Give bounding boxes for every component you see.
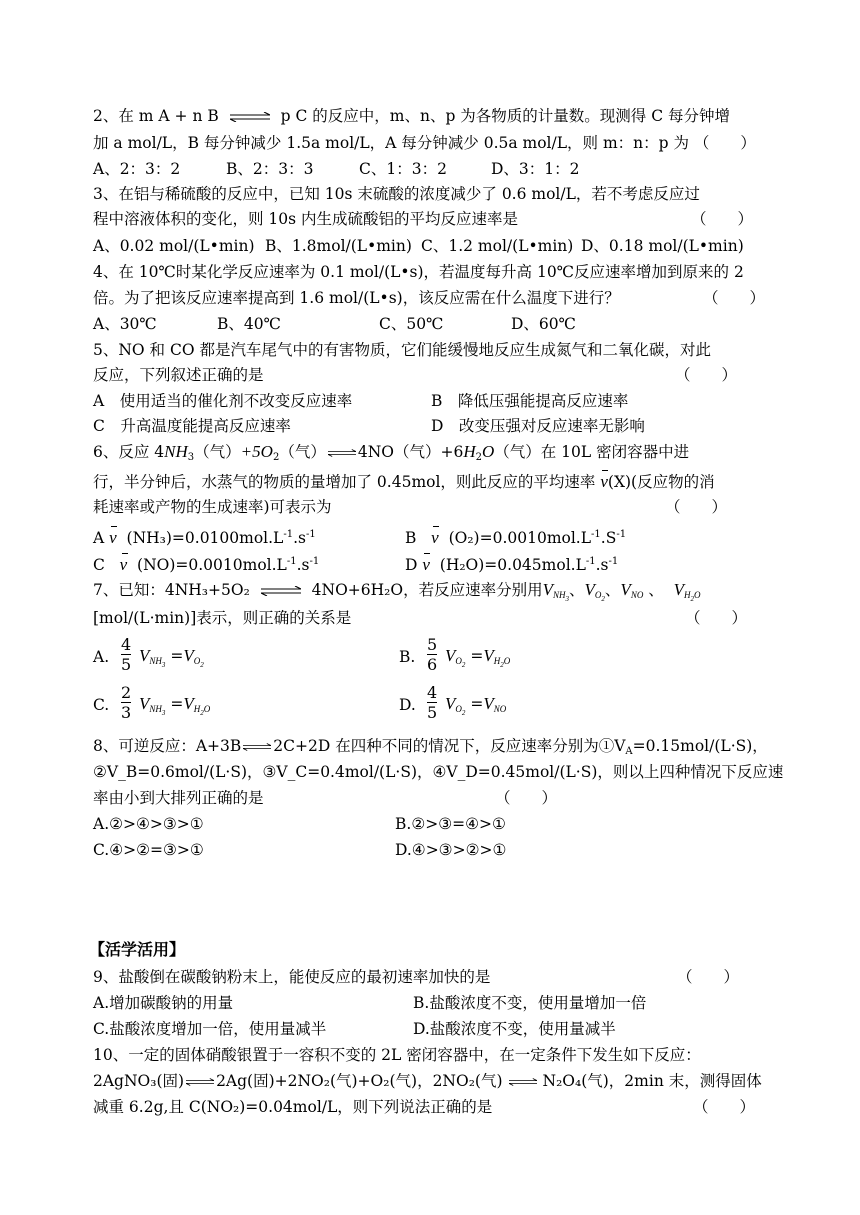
coef-5: +5 xyxy=(240,442,261,461)
q10-line3 xyxy=(93,1097,756,1117)
q2-line1 xyxy=(93,106,730,126)
q9-text: 9、盐酸倒在碳酸钠粉末上，能使反应的最初速率加快的是 xyxy=(93,968,491,986)
q7-line2 xyxy=(93,608,748,628)
option-b: B v $(O_2)=0.0010mol.L^{-1}.S^{-1}$ xyxy=(405,528,627,547)
equilibrium-arrow-icon xyxy=(509,1077,537,1087)
unit-exp: -1 xyxy=(283,529,294,540)
q2-text: p C 的反应中，m、n、p 为各物质的计量数。现测得 C 每分钟增 xyxy=(280,107,731,125)
q6-text: 耗速率或产物的生成速率)可表示为 xyxy=(93,498,332,516)
rate-v: V xyxy=(139,646,150,665)
option-a: A v $(NH_3)=0.0100mol.L^{-1}.s^{-1}$ xyxy=(93,528,316,547)
unit-s: .S xyxy=(600,529,617,547)
unit-exp: -1 xyxy=(309,556,320,567)
q10-text: 2Ag(固)+2NO₂(气)+O₂(气)，2NO₂(气) xyxy=(216,1072,503,1090)
option-a: A.②>④>③>① xyxy=(93,815,204,833)
option-a: A、2：3：2 xyxy=(93,160,181,178)
fraction: $\frac{5}{6}$ xyxy=(427,635,438,674)
rate-v: V xyxy=(673,580,684,599)
unit-s: .s xyxy=(296,556,310,574)
option-b: B 降低压强能提高反应速率 xyxy=(431,392,629,410)
q5-line1: 5、NO 和 CO 都是汽车尾气中的有害物质，它们能缓慢地反应生成氮气和二氧化碳，对此 xyxy=(93,341,711,359)
rate-symbol: v xyxy=(600,472,608,491)
rate-v: V xyxy=(183,646,194,665)
option-d-expr: $V_{O_2} =V_{NO}$ xyxy=(445,694,507,717)
option-d: D、0.18 mol/(L•min) xyxy=(581,237,744,255)
answer-paren: （ ） xyxy=(675,366,738,384)
option-d: D.④>③>②>① xyxy=(395,841,507,859)
unit-exp: -1 xyxy=(608,556,619,567)
unit-exp: -1 xyxy=(591,529,601,540)
q2-text: 2、在 m A + n B xyxy=(93,107,219,125)
q8-text: =0.15mol/(L·S)， xyxy=(632,737,768,755)
answer-paren: （ ） xyxy=(685,609,748,627)
equilibrium-arrow-icon xyxy=(243,742,271,752)
rate-symbol: v xyxy=(109,528,117,547)
q6-line3 xyxy=(93,497,728,517)
option-a-expr: $V_{NH_3} =V_{O_2}$ xyxy=(139,646,204,669)
q4-line2 xyxy=(93,288,766,308)
rate-v: V xyxy=(445,646,456,665)
option-a: A、30℃ xyxy=(93,315,157,333)
option-c: C、1：3：2 xyxy=(359,160,447,178)
q10-text: N₂O₄(气)，2min 末，测得固体 xyxy=(542,1072,762,1090)
q6-text: 6、反应 4 xyxy=(93,443,165,461)
option-b: B.②>③=④>① xyxy=(395,815,506,833)
q7-text: [mol/(L·min)]表示，则正确的关系是 xyxy=(93,609,352,627)
answer-paren: （ ） xyxy=(703,289,766,307)
option-c: C 升高温度能提高反应速率 xyxy=(93,417,291,435)
answer-paren: （ ） xyxy=(693,1098,756,1116)
unit-exp: -1 xyxy=(306,529,316,540)
option-d: D v $(H_2O)=0.045mol.L^{-1}.s^{-1}$ xyxy=(405,555,619,574)
option-a-text: (NH₃)=0.0100mol.L xyxy=(126,529,284,547)
answer-paren: （ ） xyxy=(677,968,740,986)
option-c-expr: $V_{NH_3} =V_{H_2O}$ xyxy=(139,694,211,717)
unit-s: .s xyxy=(595,556,609,574)
section-title: 【活学活用】 xyxy=(89,940,186,959)
equilibrium-arrow-icon xyxy=(230,112,270,122)
unit-exp: -1 xyxy=(616,529,627,540)
q4-line1: 4、在 10℃时某化学反应速率为 0.1 mol/(L•s)，若温度每升高 10℃反应速率增加到原来的 2 xyxy=(93,263,744,281)
q10-text: 减重 6.2g,且 C(NO₂)=0.04mol/L，则下列说法正确的是 xyxy=(93,1098,493,1116)
rate-symbol: v xyxy=(431,528,439,547)
q9-line1 xyxy=(93,967,740,987)
fraction: $\frac{2}{3}$ xyxy=(121,683,132,722)
option-b: B、2：3：3 xyxy=(226,160,314,178)
q10-line1: 10、一定的固体硝酸银置于一容积不变的 2L 密闭容器中，在一定条件下发生如下反应： xyxy=(93,1046,701,1064)
option-b-text: (O₂)=0.0010mol.L xyxy=(448,529,592,547)
unit-exp: -1 xyxy=(585,556,596,567)
option-c: C、50℃ xyxy=(379,315,444,333)
q6-text: (X)(反应物的消 xyxy=(607,473,715,491)
q8-text: 率由小到大排列正确的是 xyxy=(93,789,264,807)
rate-v: V xyxy=(483,646,494,665)
option-d: D.盐酸浓度不变，使用量减半 xyxy=(413,1020,616,1038)
option-c-text: (NO)=0.0010mol.L xyxy=(137,556,287,574)
q8-text: 2C+2D 在四种不同的情况下，反应速率分别为①V xyxy=(273,737,626,755)
q6-text: 行，半分钟后，水蒸气的物质的量增加了 0.45mol，则此反应的平均速率 xyxy=(93,473,596,491)
equilibrium-arrow-icon xyxy=(328,448,356,458)
option-d: D、60℃ xyxy=(511,315,576,333)
q10-line2 xyxy=(93,1071,762,1091)
q2-line2: 加 a mol/L，B 每分钟减少 1.5a mol/L，A 每分钟减少 0.5a mol/L，则 m：n：p 为 （ ） xyxy=(93,134,756,152)
formula-h2o: H xyxy=(463,442,476,461)
option-d: D、3：1：2 xyxy=(491,160,580,178)
q5-text: 反应，下列叙述正确的是 xyxy=(93,366,264,384)
q8-line1: 8、可逆反应：A+3B 2C+2D 在四种不同的情况下，反应速率分别为$①V_A=0.15mol/(L\cdot S)$， xyxy=(93,737,768,757)
option-d-text: (H₂O)=0.045mol.L xyxy=(439,556,586,574)
option-b: B、40℃ xyxy=(217,315,281,333)
equilibrium-arrow-icon xyxy=(261,586,301,596)
answer-paren: （ ） xyxy=(691,210,754,228)
q8-text: 8、可逆反应：A+3B xyxy=(93,737,242,755)
q4-text: 倍。为了把该反应速率提高到 1.6 mol/(L•s)，该反应需在什么温度下进行？ xyxy=(93,289,620,307)
option-c: C、1.2 mol/(L•min) xyxy=(421,237,574,255)
rate-symbol: v xyxy=(119,555,128,574)
q3-line1: 3、在铝与稀硫酸的反应中，已知 10s 末硫酸的浓度减少了 0.6 mol/L，若不考虑反应过 xyxy=(93,185,700,203)
rate-v: V xyxy=(483,694,494,713)
q7-line1: 7、已知：4NH₃+5O₂ 4NO+6H₂O，若反应速率分别用$V_{NH_3}$、$V_{O_2}$、$V_{NO}$ 、 $V_{H_2O}$ xyxy=(93,580,701,603)
formula-nh3: NH xyxy=(164,442,188,461)
rate-v: V xyxy=(139,694,150,713)
option-d-label: D. xyxy=(399,696,416,714)
equilibrium-arrow-icon xyxy=(186,1077,214,1087)
option-c-label: C. xyxy=(93,696,110,714)
option-c: C.盐酸浓度增加一倍，使用量减半 xyxy=(93,1020,327,1038)
q3-line2 xyxy=(93,209,754,229)
option-b-expr: $V_{O_2} =V_{H_2O}$ xyxy=(445,646,511,669)
fraction: $\frac{4}{5}$ xyxy=(427,683,438,722)
answer-paren: （ ） xyxy=(495,789,558,807)
q8-line2: ②V_B=0.6mol/(L·S)，③V_C=0.4mol/(L·S)，④V_D=0.45mol/(L·S)，则以上四种情况下反应速 xyxy=(93,763,784,781)
q6-line1: 6、反应 $4NH_3$（气）$+5O_2$（气） 4NO（气）$+6H_2O$（气）在 10L 密闭容器中进 xyxy=(93,442,690,463)
rate-v: V xyxy=(584,580,595,599)
unit-exp: -1 xyxy=(286,556,297,567)
answer-paren: （ ） xyxy=(665,498,728,516)
option-a: A.增加碳酸钠的用量 xyxy=(93,994,234,1012)
q6-line2 xyxy=(93,472,715,492)
q10-text: 2AgNO₃(固) xyxy=(93,1072,185,1090)
q3-text: 程中溶液体积的变化，则 10s 内生成硫酸铝的平均反应速率是 xyxy=(93,210,519,228)
option-c: C v $(NO)=0.0010mol.L^{-1}.s^{-1}$ xyxy=(93,555,320,574)
q6-text: 4NO（气）+6 xyxy=(357,443,464,461)
rate-v: V xyxy=(542,580,553,599)
option-a-label: A. xyxy=(93,648,110,666)
unit-s: .s xyxy=(293,529,306,547)
fraction: $\frac{4}{5}$ xyxy=(121,635,132,674)
rate-symbol: v xyxy=(422,555,430,574)
option-c: C.④>②=③>① xyxy=(93,841,204,859)
option-b: B.盐酸浓度不变，使用量增加一倍 xyxy=(413,994,647,1012)
option-d: D 改变压强对反应速率无影响 xyxy=(431,417,645,435)
formula-h2o-o: O xyxy=(481,442,495,461)
state-gas: （气） xyxy=(194,443,241,461)
q7-text: 7、已知：4NH₃+5O₂ xyxy=(93,581,250,599)
rate-v: V xyxy=(445,694,456,713)
q8-line3 xyxy=(93,788,558,808)
rate-v: V xyxy=(183,694,194,713)
option-b: B、1.8mol/(L•min) xyxy=(265,237,412,255)
option-a: A 使用适当的催化剂不改变反应速率 xyxy=(93,392,353,410)
formula-o2: O xyxy=(260,442,273,461)
state-gas: （气） xyxy=(279,443,326,461)
rate-v: V xyxy=(620,580,631,599)
option-b-label: B. xyxy=(399,648,416,666)
q5-line2 xyxy=(93,365,738,385)
option-a: A、0.02 mol/(L•min) xyxy=(93,237,255,255)
q7-text: 4NO+6H₂O，若反应速率分别用 xyxy=(311,581,543,599)
q6-text: （气）在 10L 密闭容器中进 xyxy=(494,443,690,461)
